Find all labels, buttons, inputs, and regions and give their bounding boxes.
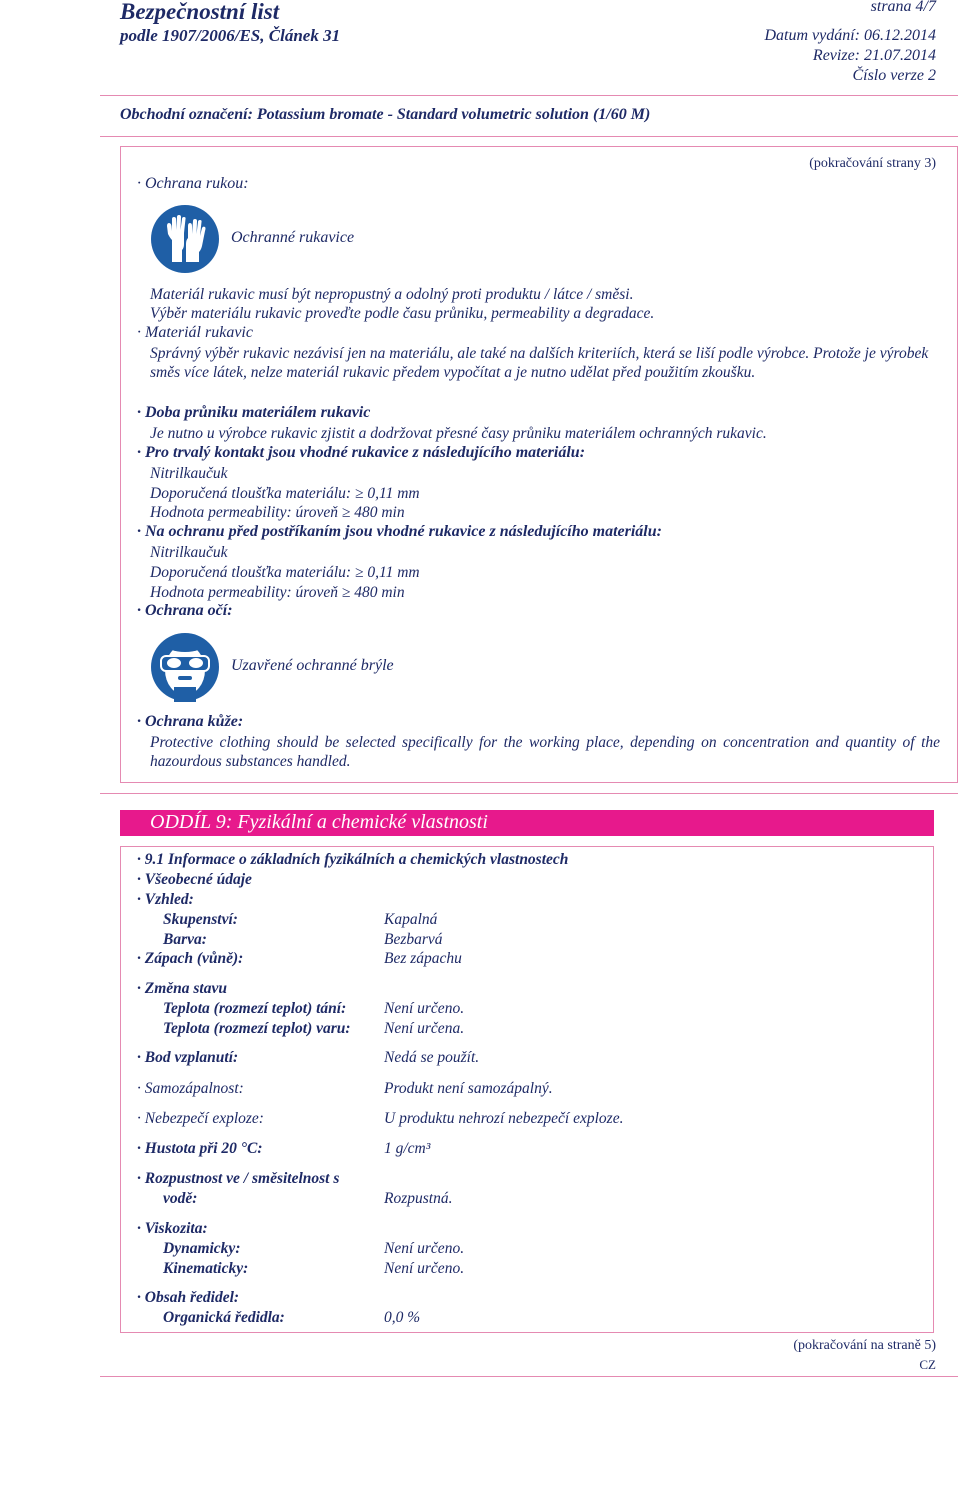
solubility-label-cont: vodě:: [163, 1190, 198, 1207]
continued-to: (pokračování na straně 5): [793, 1338, 936, 1353]
product-name: Obchodní označení: Potassium bromate - Standard volumetric solution (1/60 M): [120, 106, 651, 123]
eye-protection-label: · Ochrana očí:: [137, 602, 233, 620]
odor-value: Bez zápachu: [384, 950, 462, 967]
solubility-value: Rozpustná.: [384, 1190, 453, 1207]
document-subtitle: podle 1907/2006/ES, Článek 31: [120, 26, 341, 45]
penetration-time-text: Je nutno u výrobce rukavic zjistit a dodržovat přesné časy průniku materiálem ochranných rukavic.: [150, 425, 767, 442]
header-divider: [100, 95, 958, 96]
appearance-label: · Vzhled:: [137, 891, 194, 909]
issue-date: Datum vydání: 06.12.2014: [764, 27, 936, 44]
glove-material-text: Správný výběr rukavic nezávisí jen na materiálu, ale také na dalších kriteriích, která se liší podle výrobce. Protože je výrobek směs více látek, nelze materiál rukavic předem vypočítat a je nutno udělat před použitím zkoušku.: [150, 345, 929, 381]
kinematic-viscosity-value: Není určeno.: [384, 1260, 465, 1277]
section-divider: [100, 793, 958, 794]
color-label: Barva:: [163, 931, 207, 948]
permanent-contact-label: · Pro trvalý kontakt jsou vhodné rukavice z následujícího materiálu:: [137, 444, 585, 462]
language-code: CZ: [919, 1357, 936, 1372]
glove-material-label: · Materiál rukavic: [137, 324, 253, 342]
splash-thickness: Doporučená tloušťka materiálu: ≥ 0,11 mm: [150, 564, 420, 581]
document-title: Bezpečnostní list: [120, 0, 280, 24]
section9-banner: [120, 810, 934, 836]
glove-requirement-2: Výběr materiálu rukavic proveďte podle času průniku, permeability a degradace.: [150, 305, 655, 322]
state-label: Skupenství:: [163, 911, 238, 928]
section9-title: ODDÍL 9: Fyzikální a chemické vlastnosti: [150, 811, 488, 833]
permanent-contact-thickness: Doporučená tloušťka materiálu: ≥ 0,11 mm: [150, 485, 420, 502]
splash-material: Nitrilkaučuk: [150, 544, 228, 561]
explosion-label: · Nebezpečí exploze:: [137, 1110, 264, 1128]
melting-label: Teplota (rozmezí teplot) tání:: [163, 1000, 347, 1017]
page-number: strana 4/7: [870, 0, 936, 15]
autoignition-value: Produkt není samozápalný.: [384, 1080, 553, 1097]
solvent-content-label: · Obsah ředidel:: [137, 1289, 239, 1307]
goggles-caption: Uzavřené ochranné brýle: [231, 657, 394, 674]
gloves-icon: [150, 204, 220, 274]
odor-label: · Zápach (vůně):: [137, 950, 243, 968]
state-change-label: · Změna stavu: [137, 980, 227, 998]
flash-point-label: · Bod vzplanutí:: [137, 1049, 238, 1067]
state-value: Kapalná: [384, 911, 438, 928]
viscosity-label: · Viskozita:: [137, 1220, 208, 1238]
dynamic-viscosity-value: Není určeno.: [384, 1240, 465, 1257]
permanent-contact-material: Nitrilkaučuk: [150, 465, 228, 482]
solubility-label: · Rozpustnost ve / směsitelnost s: [137, 1170, 339, 1188]
autoignition-label: · Samozápalnost:: [137, 1080, 244, 1098]
kinematic-viscosity-label: Kinematicky:: [163, 1260, 249, 1277]
dynamic-viscosity-label: Dynamicky:: [163, 1240, 241, 1257]
continued-from: (pokračování strany 3): [809, 156, 936, 171]
boiling-value: Není určena.: [384, 1020, 465, 1037]
organic-solvents-label: Organická ředidla:: [163, 1309, 285, 1326]
goggles-icon: [150, 632, 220, 702]
general-info-label: · Všeobecné údaje: [137, 871, 252, 889]
version-number: Číslo verze 2: [852, 67, 936, 84]
section9-subtitle: · 9.1 Informace o základních fyzikálních a chemických vlastnostech: [137, 851, 568, 869]
density-label: · Hustota při 20 °C:: [137, 1140, 262, 1158]
flash-point-value: Nedá se použít.: [384, 1049, 480, 1066]
explosion-value: U produktu nehrozí nebezpečí exploze.: [384, 1110, 624, 1127]
product-divider: [100, 136, 958, 137]
organic-solvents-value: 0,0 %: [384, 1309, 421, 1326]
hand-protection-label: · Ochrana rukou:: [137, 175, 249, 193]
glove-requirement-1: Materiál rukavic musí být nepropustný a odolný proti produktu / látce / směsi.: [150, 286, 634, 303]
melting-value: Není určeno.: [384, 1000, 465, 1017]
splash-protection-label: · Na ochranu před postříkaním jsou vhodné rukavice z následujícího materiálu:: [137, 523, 662, 541]
permanent-contact-permeability: Hodnota permeability: úroveň ≥ 480 min: [150, 504, 405, 521]
color-value: Bezbarvá: [384, 931, 443, 948]
density-value: 1 g/cm³: [384, 1140, 431, 1157]
skin-protection-label: · Ochrana kůže:: [137, 713, 243, 731]
revision-date: Revize: 21.07.2014: [812, 47, 936, 64]
penetration-time-label: · Doba průniku materiálem rukavic: [137, 404, 370, 422]
boiling-label: Teplota (rozmezí teplot) varu:: [163, 1020, 351, 1037]
footer-divider: [100, 1376, 958, 1377]
gloves-caption: Ochranné rukavice: [231, 229, 355, 246]
skin-protection-text: Protective clothing should be selected specifically for the working place, depending on concentration and quantity of the hazourdous substances handled.: [150, 734, 940, 770]
splash-permeability: Hodnota permeability: úroveň ≥ 480 min: [150, 584, 405, 601]
